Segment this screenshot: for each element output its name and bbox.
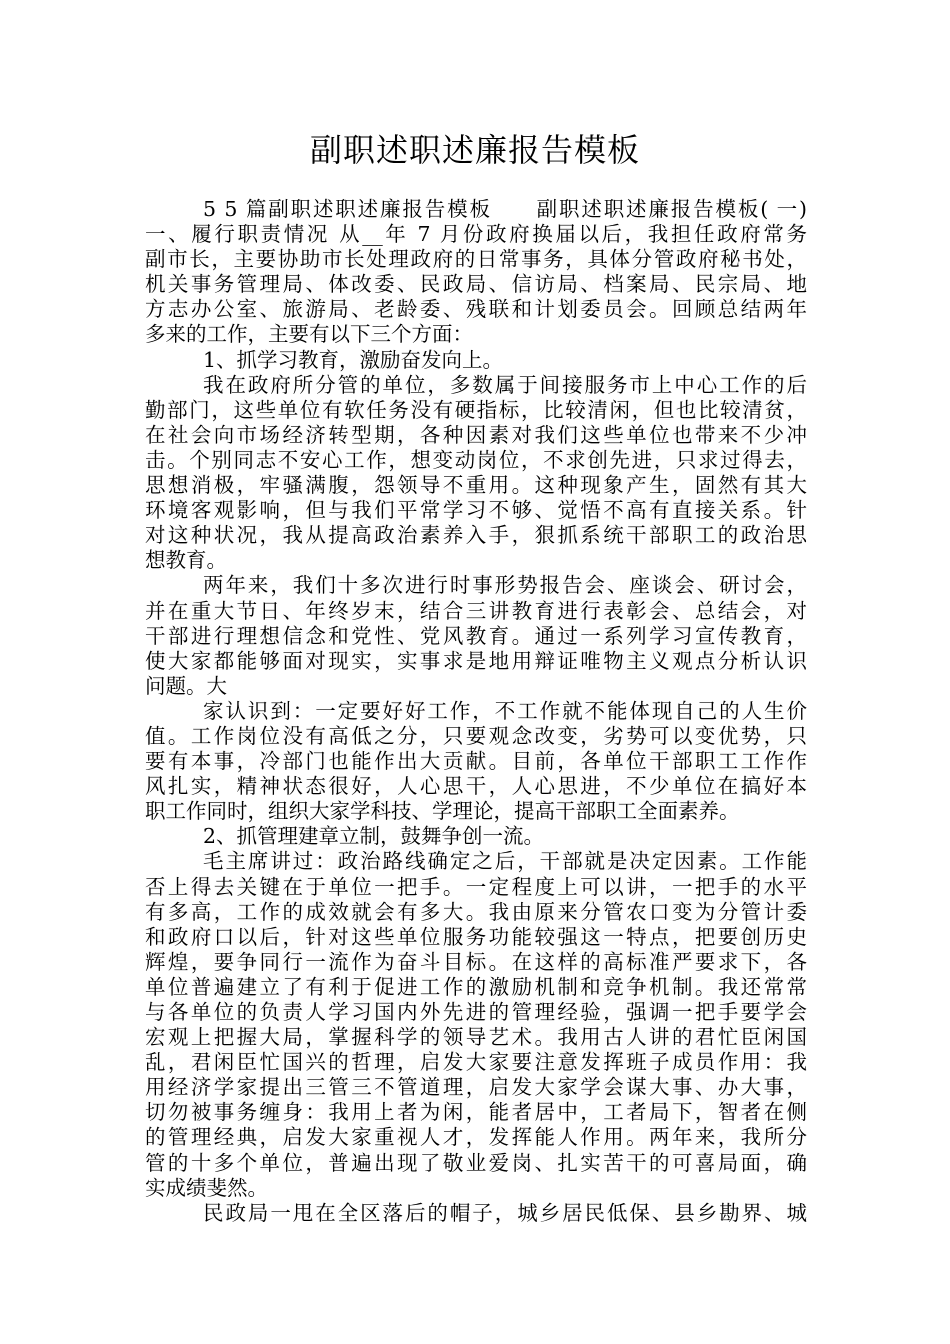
- body-line: 问题。大: [145, 673, 227, 698]
- body-line: 一、履行职责情况 从__年 7 月份政府换届以后，我担任政府常务: [145, 222, 807, 247]
- body-line: 辉煌，要争同行一流作为奋斗目标。在这样的高标准严要求下，各: [145, 949, 807, 974]
- body-line: 在社会向市场经济转型期，各种因素对我们这些单位也带来不少冲: [145, 422, 807, 447]
- body-line: 5 5 篇副职述职述廉报告模板 副职述职述廉报告模板( 一): [203, 197, 807, 221]
- body-line: 两年来，我们十多次进行时事形势报告会、座谈会、研讨会，: [203, 573, 807, 598]
- body-line: 单位普遍建立了有利于促进工作的激励机制和竞争机制。我还常常: [145, 974, 807, 999]
- body-line: 切勿被事务缠身：我用上者为闲，能者居中，工者局下，智者在侧: [145, 1100, 807, 1125]
- body-line: 机关事务管理局、体改委、民政局、信访局、档案局、民宗局、地: [145, 272, 807, 297]
- body-line: 方志办公室、旅游局、老龄委、残联和计划委员会。回顾总结两年: [145, 297, 807, 322]
- body-line: 的管理经典，启发大家重视人才，发挥能人作用。两年来，我所分: [145, 1125, 807, 1150]
- body-line: 管的十多个单位，普遍出现了敬业爱岗、扎实苦干的可喜局面，确: [145, 1150, 807, 1175]
- body-line: 我在政府所分管的单位，多数属于间接服务市上中心工作的后: [203, 372, 807, 397]
- body-line: 家认识到：一定要好好工作，不工作就不能体现自己的人生价: [203, 698, 807, 723]
- document-title: 副职述职述廉报告模板: [309, 131, 640, 169]
- body-line: 对这种状况，我从提高政治素养入手，狠抓系统干部职工的政治思: [145, 523, 807, 548]
- document-body: [145, 197, 807, 1226]
- body-line: 和政府口以后，针对这些单位服务功能较强这一特点，把要创历史: [145, 924, 807, 949]
- body-line: 想教育。: [145, 548, 227, 573]
- body-line: 风扎实，精神状态很好，人心思干，人心思进，不少单位在搞好本: [145, 774, 807, 799]
- body-line: 使大家都能够面对现实，实事求是地用辩证唯物主义观点分析认识: [145, 648, 807, 673]
- body-line: 实成绩斐然。: [145, 1175, 268, 1200]
- body-line: 要有本事，冷部门也能作出大贡献。目前，各单位干部职工工作作: [145, 749, 807, 774]
- body-line: 有多高，工作的成效就会有多大。我由原来分管农口变为分管计委: [145, 899, 807, 924]
- body-line: 值。工作岗位没有高低之分，只要观念改变，劣势可以变优势，只: [145, 723, 807, 748]
- body-line: 否上得去关键在于单位一把手。一定程度上可以讲，一把手的水平: [145, 874, 807, 899]
- body-line: 职工作同时，组织大家学科技、学理论，提高干部职工全面素养。: [145, 799, 740, 824]
- body-line: 干部进行理想信念和党性、党风教育。通过一系列学习宣传教育，: [145, 623, 807, 648]
- body-line: 毛主席讲过：政治路线确定之后，干部就是决定因素。工作能: [203, 849, 807, 874]
- body-line: 1、抓学习教育，激励奋发向上。: [203, 347, 504, 372]
- body-line: 勤部门，这些单位有软任务没有硬指标，比较清闲，但也比较清贫，: [145, 397, 807, 422]
- body-line: 并在重大节日、年终岁末，结合三讲教育进行表彰会、总结会，对: [145, 598, 807, 623]
- body-line: 思想消极，牢骚满腹，怨领导不重用。这种现象产生，固然有其大: [145, 473, 807, 498]
- body-line: 宏观上把握大局，掌握科学的领导艺术。我用古人讲的君忙臣闲国: [145, 1025, 807, 1050]
- body-line: 用经济学家提出三管三不管道理，启发大家学会谋大事、办大事，: [145, 1075, 807, 1100]
- body-line: 乱，君闲臣忙国兴的哲理，启发大家要注意发挥班子成员作用：我: [145, 1050, 807, 1075]
- body-line: 环境客观影响，但与我们平常学习不够、觉悟不高有直接关系。针: [145, 498, 807, 523]
- body-line: 击。个别同志不安心工作，想变动岗位，不求创先进，只求过得去，: [145, 447, 807, 472]
- body-line: 2、抓管理建章立制，鼓舞争创一流。: [203, 824, 545, 849]
- body-line: 与各单位的负责人学习国内外先进的管理经验，强调一把手要学会: [145, 1000, 807, 1024]
- body-line: 多来的工作，主要有以下三个方面：: [145, 322, 473, 347]
- body-line: 副市长，主要协助市长处理政府的日常事务，具体分管政府秘书处，: [145, 247, 807, 272]
- body-line: 民政局一甩在全区落后的帽子，城乡居民低保、县乡勘界、城: [203, 1200, 807, 1225]
